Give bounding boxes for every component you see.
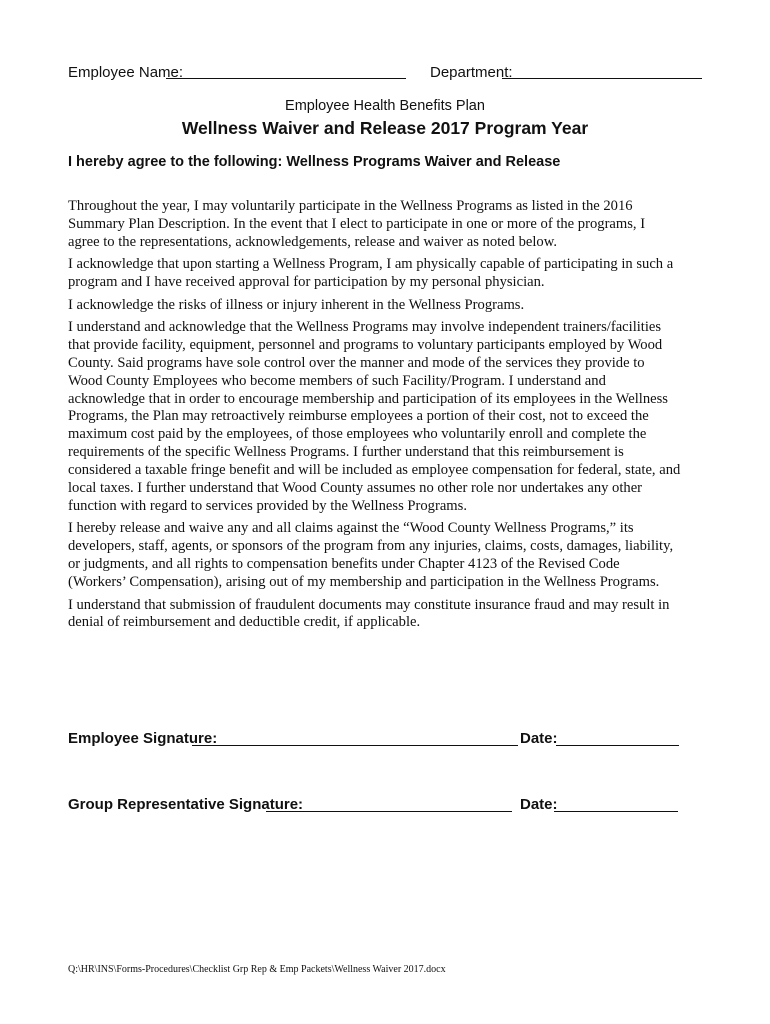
- group-representative-signature-field[interactable]: [266, 797, 512, 812]
- department-label: Department:: [430, 64, 513, 81]
- document-title: Wellness Waiver and Release 2017 Program Year: [181, 118, 589, 138]
- group-representative-signature-row: [68, 796, 708, 818]
- paragraph-release: I hereby release and waive any and all claims against the “Wood County Wellness Programs,” its developers, staff, agents, or sponsors of the program from any injuries, claims, costs, damages, liability, or judgments, and all rights to compensation benefits under Chapter 4123 of the Revised Code (Workers’ Compensation), arising out of my membership and participation in the Wellness Programs.: [68, 520, 674, 591]
- group-representative-date-label: Date:: [520, 796, 558, 813]
- waiver-body: [68, 198, 708, 637]
- employee-date-field[interactable]: [556, 731, 679, 746]
- employee-date-label: Date:: [520, 730, 558, 747]
- employee-signature-row: [68, 730, 708, 752]
- employee-signature-label: Employee Signature:: [68, 730, 218, 747]
- paragraph-participation: Throughout the year, I may voluntarily participate in the Wellness Programs as listed in the 2016 Summary Plan Description. In the event that I elect to participate in one or more of the programs, I agree to the representations, acknowledgements, release and waiver as noted below.: [68, 198, 646, 250]
- department-field[interactable]: [502, 65, 702, 79]
- header-fields: [68, 64, 708, 86]
- paragraph-physical-capability: I acknowledge that upon starting a Wellness Program, I am physically capable of participating in such a program and I have received approval for participation by my personal physician.: [68, 256, 674, 291]
- employee-name-field[interactable]: [166, 65, 406, 79]
- group-representative-date-field[interactable]: [554, 797, 678, 812]
- employee-name-label: Employee Name:: [68, 64, 184, 81]
- employee-signature-field[interactable]: [192, 731, 518, 746]
- group-representative-signature-label: Group Representative Signature:: [68, 796, 304, 813]
- footer-file-path: Q:\HR\INS\Forms-Procedures\Checklist Grp Rep & Emp Packets\Wellness Waiver 2017.docx: [68, 964, 446, 975]
- paragraph-reimbursement: I understand and acknowledge that the Wellness Programs may involve independent trainers/facilities that provide facility, equipment, personnel and programs to voluntary participants employed by Wood County. Said programs have sole control over the manner and mode of the services they provide to Wood County Employees who become members of such Facility/Program. I understand and acknowledge that in order to encourage membership and participation of its employees in the Wellness Programs, the Plan may retroactively reimburse employees a portion of their cost, not to exceed the maximum cost paid by the employees, of those employees who voluntarily enroll and complete the requirements of the specific Wellness Programs. I further understand that this reimbursement is considered a taxable fringe benefit and will be included as employee compensation for federal, state, and local taxes. I further understand that Wood County assumes no other role nor undertakes any other function with regard to services provided by the Wellness Programs.: [68, 318, 681, 514]
- paragraph-fraud: I understand that submission of fraudulent documents may constitute insurance fraud and may result in denial of reimbursement and deductible credit, if applicable.: [68, 596, 670, 631]
- paragraph-risks: I acknowledge the risks of illness or injury inherent in the Wellness Programs.: [68, 296, 525, 313]
- agreement-heading: I hereby agree to the following: Wellness Programs Waiver and Release: [68, 154, 561, 170]
- plan-name: Employee Health Benefits Plan: [285, 98, 485, 114]
